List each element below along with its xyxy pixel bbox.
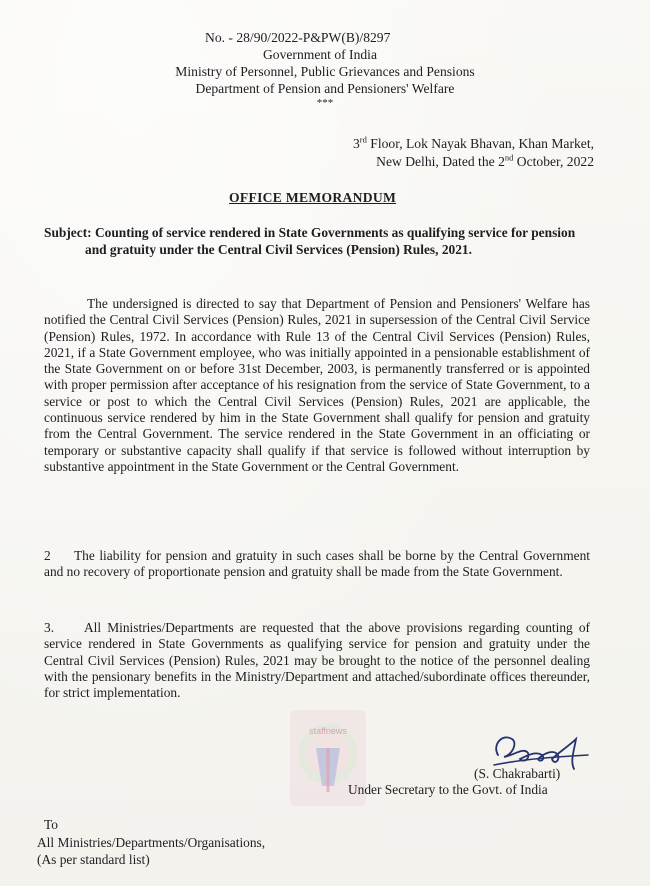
signatory-name: (S. Chakrabarti) [474, 766, 561, 781]
date-prefix: New Delhi, Dated the 2 [376, 154, 505, 169]
department-name: Department of Pension and Pensioners' Welfare [195, 81, 455, 96]
recipient-to-label: To [44, 817, 58, 832]
memo-subject [44, 225, 592, 258]
date-rest: October, 2022 [513, 154, 594, 169]
date-suffix: nd [504, 152, 514, 163]
paragraph-3-number: 3. [44, 620, 55, 635]
paragraph-3-text: All Ministries/Departments are requested that the above provisions regarding counting of service rendered in State Governments as qualifying service for pension and gratuity under the Central Civil Services (Pension) Rules, 2021 may be brought to the notice of the personnel dealing with the pensionary benefits in the Ministry/Department and attached/subordinate offices thereunder, for strict implementation. [44, 620, 590, 701]
paragraph-3 [44, 620, 590, 701]
government-name: Government of India [262, 47, 377, 62]
recipient-line-1: All Ministries/Departments/Organisations, [37, 835, 266, 850]
paragraph-2 [44, 548, 590, 581]
recipient-line-2: (As per standard list) [37, 852, 150, 867]
watermark-label: staffnews [309, 726, 347, 736]
office-address [353, 135, 594, 152]
ministry-name: Ministry of Personnel, Public Grievances and Pensions [175, 64, 475, 79]
floor-suffix: rd [359, 134, 367, 145]
memo-title: OFFICE MEMORANDUM [229, 190, 397, 205]
paragraph-1: The undersigned is directed to say that Department of Pension and Pensioners' Welfare has notified the Central Civil Services (Pension) Rules, 2021 in supersession of the Central Civil Service (Pension) Rules, 1972. In accordance with Rule 13 of the Central Civil Services (Pension) Rules, 2021, if a State Government employee, who was initially appointed in a pensionable establishment of the State Government on or before 31st December, 2003, is permanently transferred or is appointed with proper permission after acceptance of his resignation from the service of State Government, to a service or post to which the Central Civil Services (Pension) Rules, 2021 are applicable, the continuous service rendered by him in the State Government shall qualify for pension and gratuity from the Central Government. The service rendered in the State Government in an officiating or temporary or substantive capacity shall qualify if that service is followed without interruption by substantive appointment in the State Government or the Central Government. [44, 296, 590, 474]
paragraph-2-number: 2 [44, 548, 51, 563]
place-and-date [376, 153, 594, 170]
subject-text: Subject: Counting of service rendered in State Governments as qualifying service for pension and gratuity under the Central Civil Services (Pension) Rules, 2021. [44, 225, 576, 257]
header-separator-stars: *** [316, 97, 334, 109]
floor-number: 3 [353, 136, 360, 151]
signatory-designation: Under Secretary to the Govt. of India [348, 782, 548, 797]
paragraph-2-text: The liability for pension and gratuity in such cases shall be borne by the Central Government and no recovery of proportionate pension and gratuity shall be made from the State Government. [44, 548, 590, 580]
address-text: Floor, Lok Nayak Bhavan, Khan Market, [366, 136, 594, 151]
file-number: No. - 28/90/2022-P&PW(B)/8297 [205, 30, 391, 45]
